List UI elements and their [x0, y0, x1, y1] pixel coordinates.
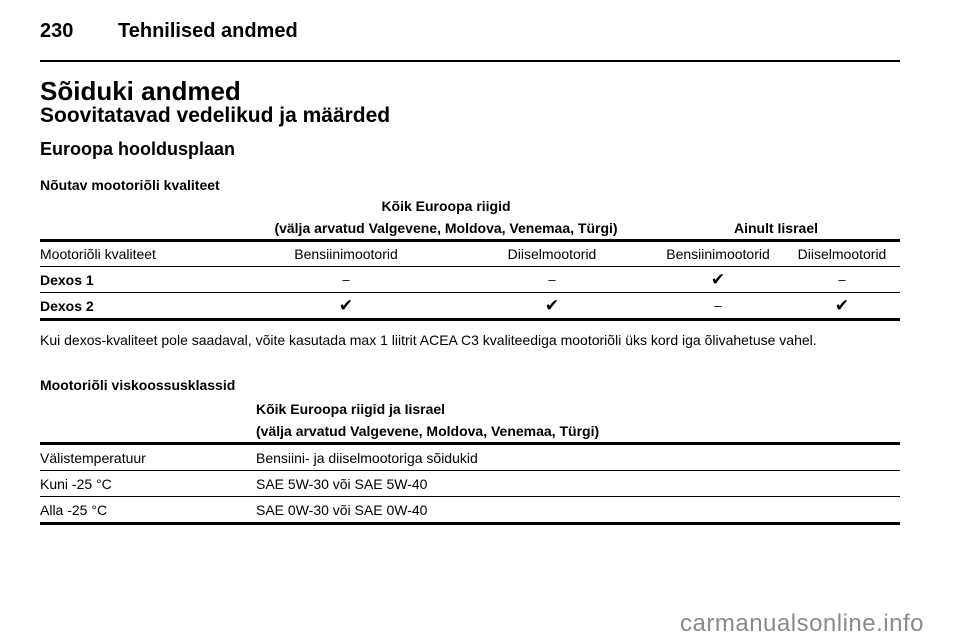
cell-value: –: [652, 293, 784, 320]
cell-value: –: [784, 267, 900, 293]
oil-quality-heading: Nõutav mootoriõli kvaliteet: [40, 177, 220, 193]
temperature-cell: Kuni -25 °C: [40, 471, 246, 497]
running-title: Tehnilised andmed: [118, 20, 298, 42]
grade-cell: SAE 5W-30 või SAE 5W-40: [246, 471, 900, 497]
section-title: Sõiduki andmed: [40, 76, 241, 106]
cell-value: –: [452, 267, 652, 293]
table-group-header-row: [40, 398, 900, 420]
body-note: Kui dexos-kvaliteet pole saadaval, võite kasutada max 1 liitrit ACEA C3 kvaliteediga mootoriõli üks kord iga õlivahetuse vahel.: [40, 332, 817, 348]
column-header: Bensiinimootorid: [652, 241, 784, 267]
viscosity-table: [40, 398, 900, 525]
section-subtitle: Soovitatavad vedelikud ja määrded: [40, 104, 391, 127]
subsection-title: Euroopa hooldusplaan: [40, 139, 236, 159]
table-group-header-row: [40, 195, 900, 217]
row-label: Dexos 1: [40, 267, 240, 293]
watermark-text: carmanualsonline.info: [680, 610, 924, 637]
row-label: Dexos 2: [40, 293, 240, 320]
group-header-europe: Kõik Euroopa riigid: [381, 198, 511, 214]
check-icon: ✔: [452, 293, 652, 320]
table-row: [40, 497, 900, 524]
group-header-israel: Ainult Iisrael: [652, 217, 900, 241]
table-row: [40, 471, 900, 497]
check-icon: ✔: [784, 293, 900, 320]
check-icon: ✔: [240, 293, 452, 320]
group-header: Kõik Euroopa riigid ja Iisrael: [256, 401, 446, 417]
table-group-header-row: [40, 217, 900, 241]
table-row: [40, 267, 900, 293]
column-header: Bensiinimootorid: [240, 241, 452, 267]
check-icon: ✔: [652, 267, 784, 293]
table-row: [40, 293, 900, 320]
column-header: Bensiini- ja diiselmootoriga sõidukid: [246, 444, 900, 471]
group-header-europe-exclusions: (välja arvatud Valgevene, Moldova, Venemaa, Türgi): [240, 217, 652, 241]
table-subheader-row: [40, 444, 900, 471]
group-header-exclusions: (välja arvatud Valgevene, Moldova, Venemaa, Türgi): [246, 420, 900, 444]
temperature-cell: Alla -25 °C: [40, 497, 246, 524]
table-subheader-row: [40, 241, 900, 267]
cell-value: –: [240, 267, 452, 293]
column-header: Diiselmootorid: [784, 241, 900, 267]
table-group-header-row: [40, 420, 900, 444]
column-header: Diiselmootorid: [452, 241, 652, 267]
page-header: [40, 16, 900, 62]
grade-cell: SAE 0W-30 või SAE 0W-40: [246, 497, 900, 524]
column-header: Välistemperatuur: [40, 444, 246, 471]
oil-quality-table: [40, 195, 900, 321]
viscosity-heading: Mootoriõli viskoossusklassid: [40, 377, 236, 393]
column-header: Mootoriõli kvaliteet: [40, 241, 240, 267]
page-number: 230: [40, 20, 74, 42]
